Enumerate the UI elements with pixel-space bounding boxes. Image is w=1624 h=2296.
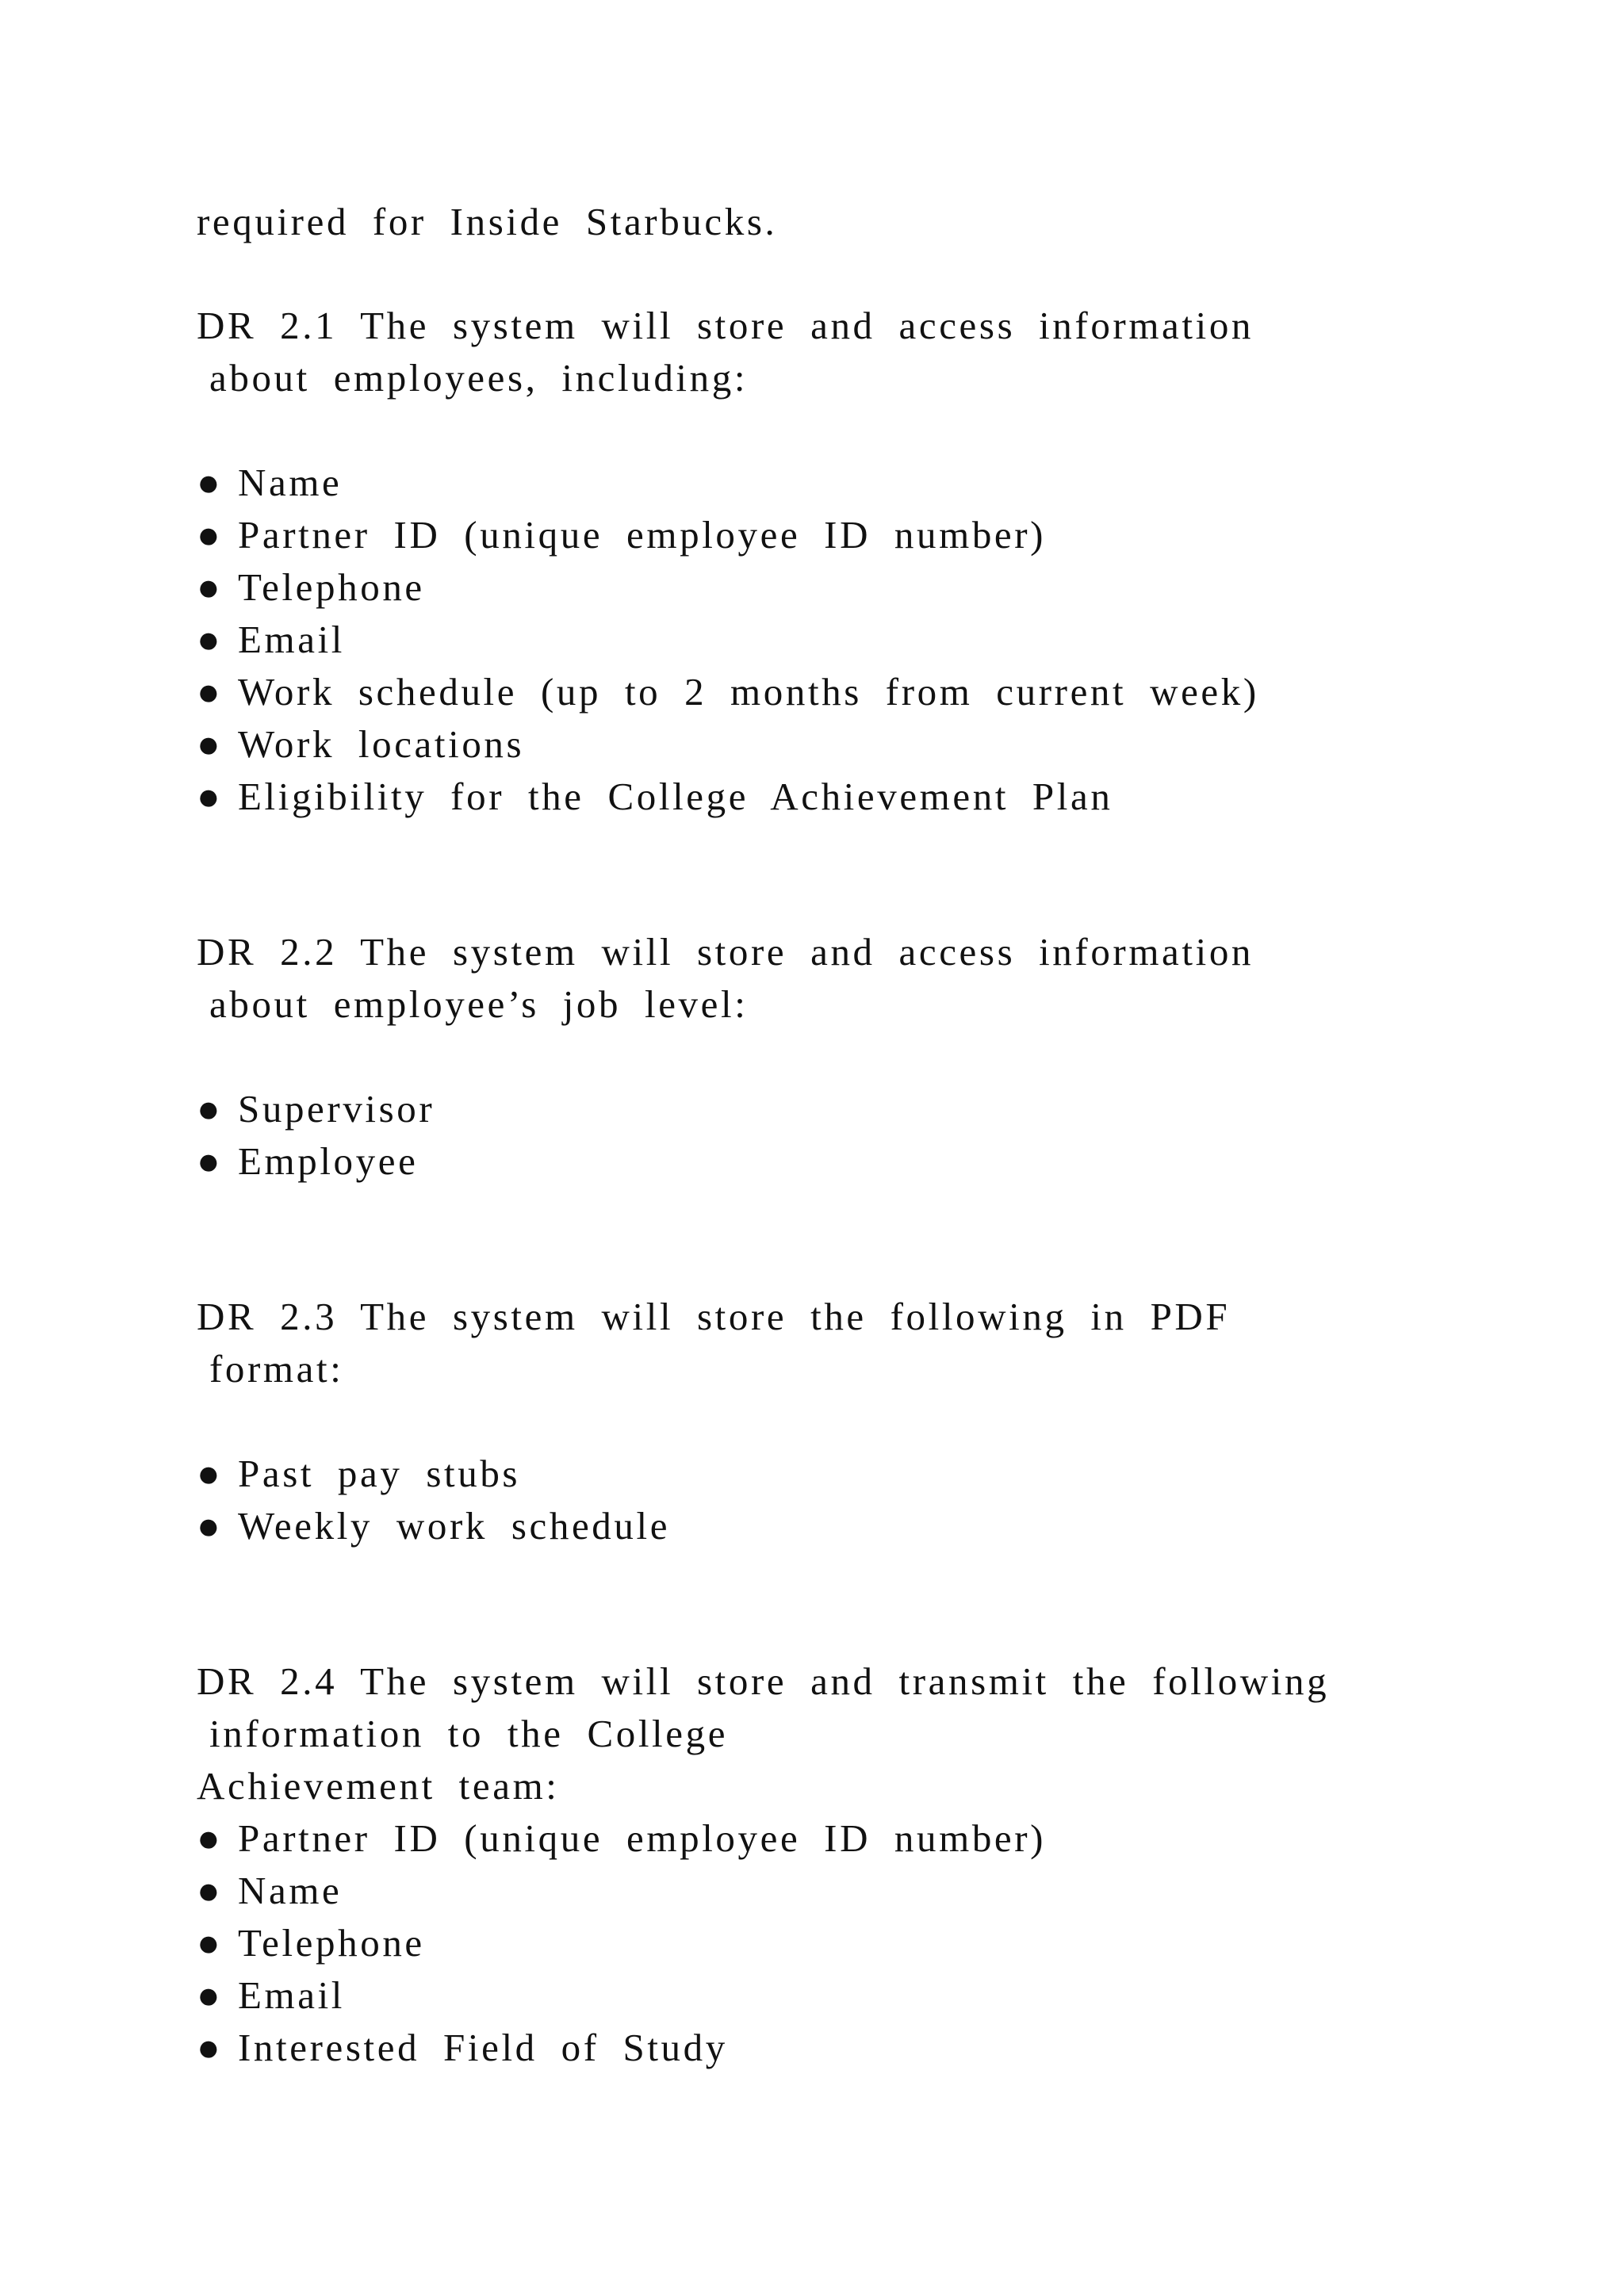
dr-2-1-heading-line1: DR 2.1 The system will store and access information: [197, 304, 1254, 347]
list-item: [197, 666, 1259, 718]
dr-2-1-heading-line2: about employees, including:: [209, 356, 749, 400]
list-item-text: Name: [238, 461, 343, 504]
bullet-icon: ●: [197, 1973, 224, 2017]
bullet-icon: ●: [197, 2026, 224, 2069]
list-item: [197, 1083, 435, 1135]
list-item: [197, 1135, 418, 1188]
bullet-icon: ●: [197, 513, 224, 557]
dr-2-2-heading-line2: about employee’s job level:: [209, 982, 749, 1026]
list-item-text: Supervisor: [238, 1087, 435, 1131]
list-item-text: Interested Field of Study: [238, 2026, 728, 2069]
bullet-icon: ●: [197, 1452, 224, 1495]
list-item: [197, 457, 342, 509]
list-item-text: Name: [238, 1869, 343, 1912]
list-item-text: Employee: [238, 1139, 419, 1183]
bullet-icon: ●: [197, 565, 224, 609]
list-item-text: Past pay stubs: [238, 1452, 521, 1495]
bullet-icon: ●: [197, 1921, 224, 1965]
list-item: [197, 771, 1113, 823]
list-item-text: Telephone: [238, 565, 425, 609]
list-item-text: Email: [238, 618, 346, 661]
list-item-text: Partner ID (unique employee ID number): [238, 513, 1047, 557]
list-item: [197, 1448, 520, 1500]
list-item-text: Email: [238, 1973, 346, 2017]
list-item-text: Work schedule (up to 2 months from current week): [238, 670, 1259, 714]
list-item: [197, 614, 345, 666]
intro-text: required for Inside Starbucks.: [197, 200, 778, 243]
dr-2-3-heading-line2: format:: [209, 1347, 344, 1391]
list-item: [197, 1865, 342, 1917]
bullet-icon: ●: [197, 1087, 224, 1131]
dr-2-4-heading-line3: Achievement team:: [197, 1764, 560, 1808]
bullet-icon: ●: [197, 1504, 224, 1548]
bullet-icon: ●: [197, 1139, 224, 1183]
dr-2-3-heading-line1: DR 2.3 The system will store the following in PDF: [197, 1295, 1231, 1338]
list-item: [197, 1500, 670, 1552]
dr-2-4-heading-line1: DR 2.4 The system will store and transmit the following: [197, 1659, 1330, 1703]
bullet-icon: ●: [197, 618, 224, 661]
list-item-text: Partner ID (unique employee ID number): [238, 1816, 1047, 1860]
bullet-icon: ●: [197, 670, 224, 714]
bullet-icon: ●: [197, 775, 224, 818]
bullet-icon: ●: [197, 1869, 224, 1912]
list-item: [197, 561, 425, 614]
list-item: [197, 2022, 728, 2074]
list-item: [197, 509, 1046, 561]
bullet-icon: ●: [197, 722, 224, 766]
list-item: [197, 1812, 1046, 1865]
dr-2-2-heading-line1: DR 2.2 The system will store and access information: [197, 930, 1254, 974]
bullet-icon: ●: [197, 461, 224, 504]
list-item: [197, 1969, 345, 2022]
list-item-text: Eligibility for the College Achievement Plan: [238, 775, 1113, 818]
list-item: [197, 718, 524, 771]
dr-2-4-heading-line2: information to the College: [209, 1712, 729, 1755]
list-item-text: Telephone: [238, 1921, 425, 1965]
bullet-icon: ●: [197, 1816, 224, 1860]
list-item-text: Weekly work schedule: [238, 1504, 671, 1548]
list-item: [197, 1917, 425, 1969]
list-item-text: Work locations: [238, 722, 525, 766]
